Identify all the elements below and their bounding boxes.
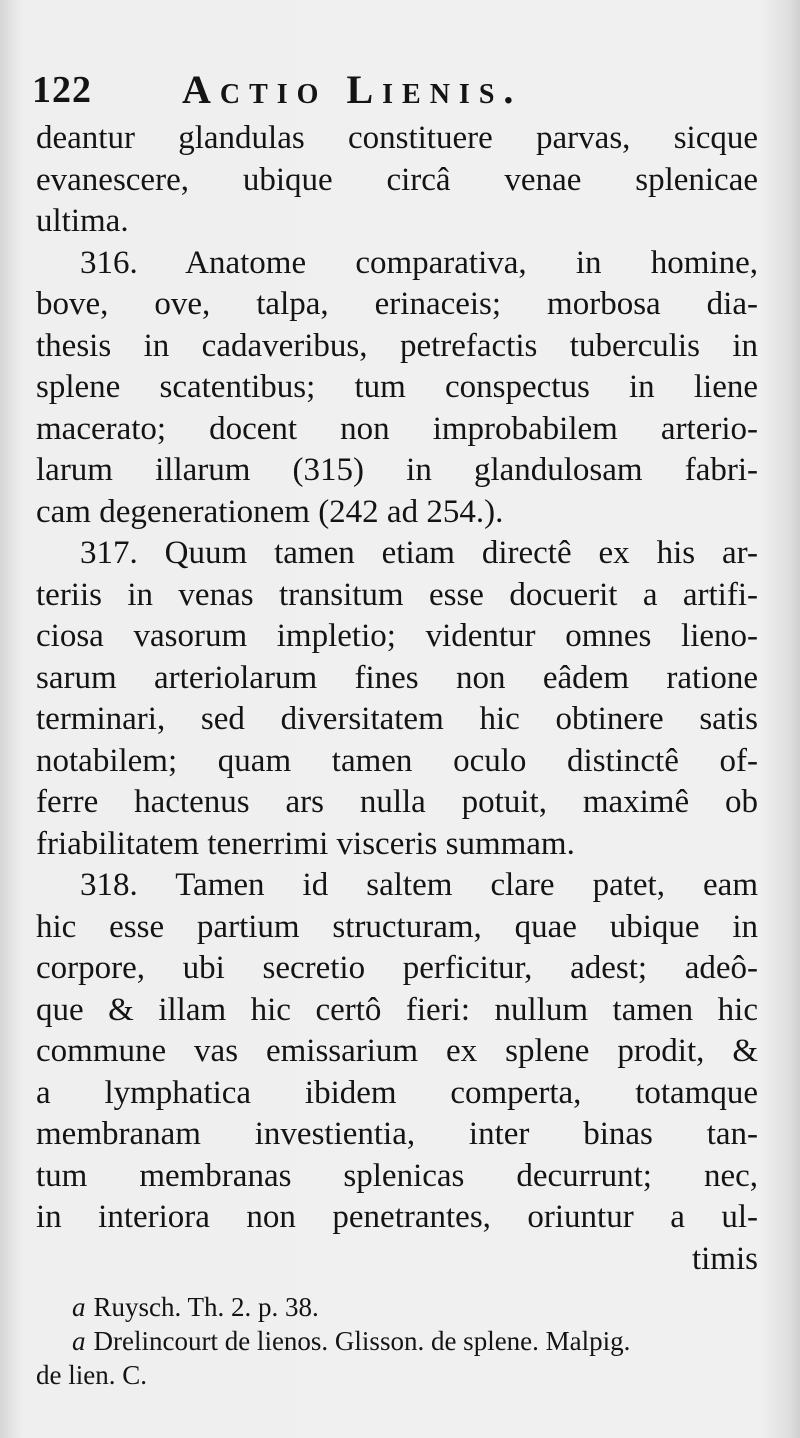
text-line: cam degenerationem (242 ad 254.). <box>36 493 504 530</box>
paragraph-318-start: 318. Tamen id saltem clare patet, eam <box>80 867 758 903</box>
page-number: 122 <box>32 69 92 111</box>
text-line: friabilitatem tenerrimi visceris summam. <box>36 825 575 862</box>
text-line: evanescere, ubique circâ venae splenicae <box>36 161 758 198</box>
footnote-continuation <box>36 1358 758 1392</box>
footnote-text: Drelincourt de lienos. Glisson. de splene. Malpig. <box>93 1326 631 1356</box>
text-line: macerato; docent non improbabilem arterio- <box>36 410 758 447</box>
footnote-mark: a <box>72 1292 86 1322</box>
text-line: commune vas emissarium ex splene prodit, & <box>36 1033 758 1069</box>
text-line: deantur glandulas constituere parvas, sicque <box>36 120 758 156</box>
text-line: ultima. <box>36 203 129 239</box>
catchword: timis <box>691 1240 758 1277</box>
text-line: bove, ove, talpa, erinaceis; morbosa dia- <box>36 286 758 322</box>
paragraph-317-start: 317. Quum tamen etiam directê ex his ar- <box>80 535 758 571</box>
text-line: thesis in cadaveribus, petrefactis tuberculis in <box>36 327 758 364</box>
text-line: membranam investientia, inter binas tan- <box>36 1116 758 1152</box>
text-line: ciosa vasorum impletio; videntur omnes lieno- <box>36 618 758 654</box>
text-line: hic esse partium structuram, quae ubique in <box>36 908 758 945</box>
text-line: notabilem; quam tamen oculo distinctê of- <box>36 742 758 779</box>
paragraph-316-start: 316. Anatome comparativa, in homine, <box>80 244 758 281</box>
footnote-text: de lien. C. <box>36 1360 147 1390</box>
text-line: teriis in venas transitum esse docuerit a artifi- <box>36 576 758 613</box>
text-line: sarum arteriolarum fines non eâdem ratione <box>36 659 758 696</box>
footnote-mark: a <box>72 1326 86 1356</box>
text-line: terminari, sed diversitatem hic obtinere satis <box>36 701 758 737</box>
text-line: corpore, ubi secretio perficitur, adest; adeô- <box>36 950 758 986</box>
text-line: tum membranas splenicas decurrunt; nec, <box>36 1157 758 1194</box>
footnote <box>36 1324 758 1358</box>
running-title: Actio Lienis. <box>182 67 523 112</box>
text-line: que & illam hic certô fieri: nullum tamen hic <box>36 991 758 1028</box>
footnote-text: Ruysch. Th. 2. p. 38. <box>93 1292 319 1322</box>
body-text <box>36 118 758 1280</box>
text-line: a lymphatica ibidem comperta, totamque <box>36 1074 758 1111</box>
footnote <box>36 1290 758 1324</box>
text-line: splene scatentibus; tum conspectus in liene <box>36 369 758 405</box>
page-header <box>32 60 772 120</box>
footnotes <box>36 1290 758 1392</box>
text-line: larum illarum (315) in glandulosam fabri- <box>36 452 758 488</box>
text-line: ferre hactenus ars nulla potuit, maximê ob <box>36 784 758 820</box>
text-line: in interiora non penetrantes, oriuntur a ul- <box>36 1199 758 1235</box>
